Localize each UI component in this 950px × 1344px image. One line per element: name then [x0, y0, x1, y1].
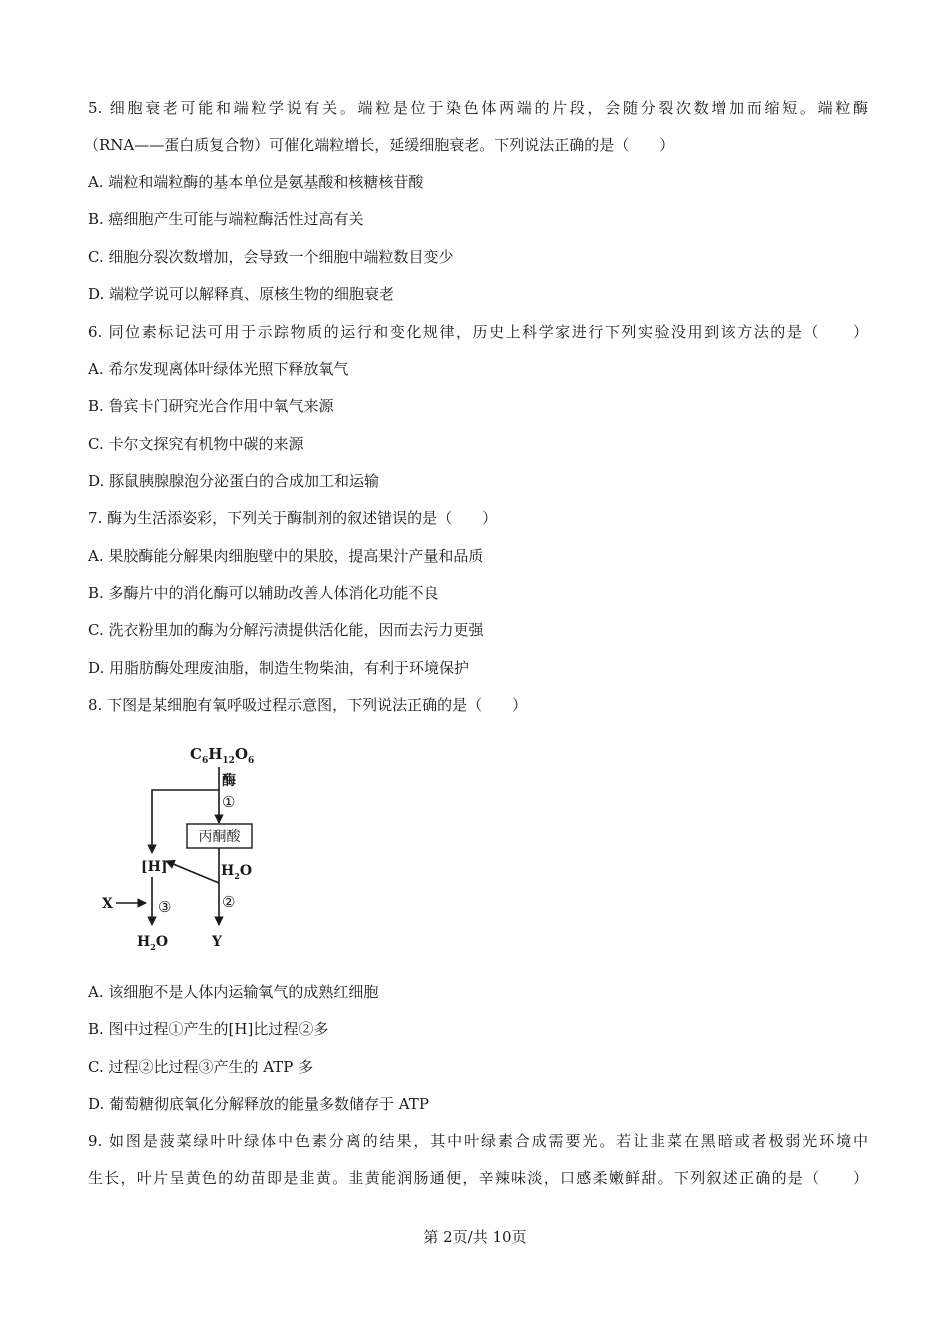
q8-stem: 8. 下图是某细胞有氧呼吸过程示意图，下列说法正确的是（ ）	[88, 696, 528, 714]
q5-option-d: D. 端粒学说可以解释真、原核生物的细胞衰老	[88, 285, 395, 303]
glucose-h-sub: 12	[222, 756, 235, 766]
q6-option-d: D. 豚鼠胰腺腺泡分泌蛋白的合成加工和运输	[88, 472, 380, 490]
q5-stem-line-2: （RNA——蛋白质复合物）可催化端粒增长，延缓细胞衰老。下列说法正确的是（ ）	[84, 136, 675, 154]
h-label: [H]	[141, 859, 168, 875]
q8-option-a: A. 该细胞不是人体内运输氧气的成熟红细胞	[88, 983, 379, 1001]
q8-option-c: C. 过程②比过程③产生的 ATP 多	[88, 1058, 314, 1076]
q9-stem-line-1: 9. 如图是菠菜绿叶叶绿体中色素分离的结果，其中叶绿素合成需要光。若让韭菜在黑暗或者极弱光环境中	[88, 1132, 868, 1150]
step-3-marker: ③	[158, 898, 172, 916]
q5-option-c: C. 细胞分裂次数增加，会导致一个细胞中端粒数目变少	[88, 248, 454, 266]
q8-option-b: B. 图中过程①产生的[H]比过程②多	[88, 1020, 329, 1038]
q7-option-a: A. 果胶酶能分解果肉细胞壁中的果胶，提高果汁产量和品质	[88, 547, 484, 565]
y-label: Y	[212, 934, 222, 950]
svg-text:H2O	[221, 863, 252, 881]
glucose-c-sub: 6	[201, 756, 209, 766]
q5-option-a: A. 端粒和端粒酶的基本单位是氨基酸和核糖核苷酸	[88, 173, 424, 191]
q6-option-a: A. 希尔发现离体叶绿体光照下释放氧气	[88, 360, 349, 378]
step-1-marker: ①	[222, 793, 236, 811]
svg-text:H2O	[137, 934, 168, 952]
q8-option-d: D. 葡萄糖彻底氧化分解释放的能量多数储存于 ATP	[88, 1095, 429, 1113]
glucose-h: H	[208, 745, 223, 763]
water-in-o: O	[239, 863, 253, 879]
enzyme-label: 酶	[222, 773, 236, 789]
q7-stem: 7. 酶为生活添姿彩，下列关于酶制剂的叙述错误的是（ ）	[88, 509, 498, 527]
q7-option-d: D. 用脂肪酶处理废油脂，制造生物柴油，有利于环境保护	[88, 659, 470, 677]
water-out-h: H	[137, 934, 151, 950]
glucose-o-sub: 6	[248, 756, 255, 766]
q6-option-b: B. 鲁宾卡门研究光合作用中氧气来源	[88, 397, 334, 415]
svg-text:C6H12O6	[190, 745, 254, 766]
q6-stem: 6. 同位素标记法可用于示踪物质的运行和变化规律，历史上科学家进行下列实验没用到该方法的是（ ）	[88, 323, 868, 341]
pyruvate-label: 丙酮酸	[198, 829, 241, 845]
x-label: X	[102, 896, 113, 912]
q6-option-c: C. 卡尔文探究有机物中碳的来源	[88, 435, 304, 453]
water-out-o: O	[155, 934, 169, 950]
q9-stem-line-2: 生长，叶片呈黄色的幼苗即是韭黄。韭黄能润肠通便，辛辣味淡，口感柔嫩鲜甜。下列叙述正确的是（ ）	[88, 1169, 868, 1187]
step-2-marker: ②	[222, 893, 236, 911]
page-footer: 第 2页/共 10页	[423, 1228, 527, 1246]
water-in-sub: 2	[234, 871, 240, 881]
water-out-sub: 2	[150, 942, 156, 952]
aerobic-respiration-diagram	[92, 735, 272, 955]
q7-option-b: B. 多酶片中的消化酶可以辅助改善人体消化功能不良	[88, 584, 439, 602]
water-in-h: H	[221, 863, 235, 879]
q7-option-c: C. 洗衣粉里加的酶为分解污渍提供活化能，因而去污力更强	[88, 621, 484, 639]
q5-option-b: B. 癌细胞产生可能与端粒酶活性过高有关	[88, 210, 364, 228]
glucose-c: C	[190, 745, 202, 763]
glucose-o: O	[234, 745, 249, 763]
q5-stem-line-1: 5. 细胞衰老可能和端粒学说有关。端粒是位于染色体两端的片段，会随分裂次数增加而缩短。端粒酶	[88, 99, 868, 117]
arrow-pyruvate-to-h	[166, 861, 219, 883]
